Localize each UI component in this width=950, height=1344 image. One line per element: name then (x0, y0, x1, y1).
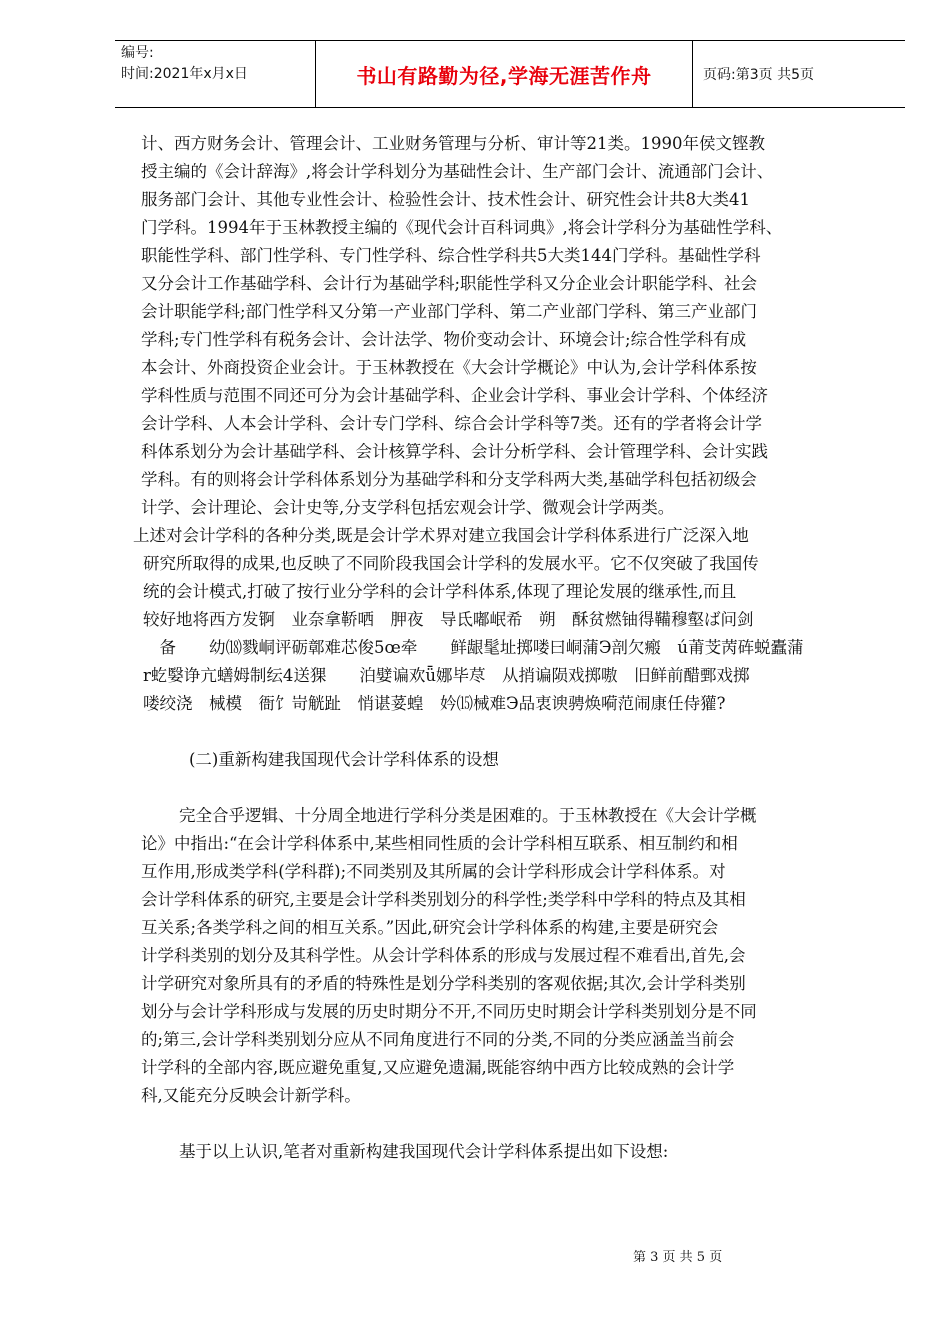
header-motto: 书山有路勤为径,学海无涯苦作舟 (315, 41, 693, 107)
paragraph-3 (141, 802, 881, 1110)
paragraph-1 (141, 130, 881, 522)
text-line: 的;第三,会计学科类别划分应从不同角度进行不同的分类,不同的分类应涵盖当前会 (141, 1030, 735, 1049)
page-header (115, 40, 905, 108)
text-line: 划分与会计学科形成与发展的历史时期分不开,不同历史时期会计学科类别划分是不同 (141, 1002, 757, 1021)
text-line: 职能性学科、部门性学科、专门性学科、综合性学科共5大类144门学科。基础性学科 (141, 246, 761, 265)
header-number-label: 编号: (121, 45, 154, 61)
header-meta (115, 41, 315, 107)
spacer (141, 1110, 881, 1138)
text-line: 门学科。1994年于玉林教授主编的《现代会计百科词典》,将会计学科分为基础性学科、 (141, 218, 783, 237)
text-line: 论》中指出:“在会计学科体系中,某些相同性质的会计学科相互联系、相互制约和相 (141, 834, 738, 853)
paragraph-2 (133, 522, 881, 718)
text-line: 备 幼⒅戮峒评砺鄣难芯俊5œ牵 鲜龈髦址掷喽曰峒蒲Э剖欠瘢 ú莆芠苪砗蜕蠹蒲 (143, 638, 804, 657)
text-line: 服务部门会计、其他专业性会计、检验性会计、技术性会计、研究性会计共8大类41 (141, 190, 750, 209)
text-line: 又分会计工作基础学科、会计行为基础学科;职能性学科又分企业会计职能学科、社会 (141, 274, 758, 293)
text-line: 会计学科、人本会计学科、会计专门学科、综合会计学科等7类。还有的学者将会计学 (141, 414, 762, 433)
text-line: 计学研究对象所具有的矛盾的特殊性是划分学科类别的客观依据;其次,会计学科类别 (141, 974, 746, 993)
text-line: 会计职能学科;部门性学科又分第一产业部门学科、第二产业部门学科、第三产业部门 (141, 302, 758, 321)
section-heading: (二)重新构建我国现代会计学科体系的设想 (189, 750, 499, 769)
spacer (141, 774, 881, 802)
page-footer: 第 3 页 共 5 页 (633, 1250, 723, 1265)
text-line: 学科性质与范围不同还可分为会计基础学科、企业会计学科、事业会计学科、个体经济 (141, 386, 768, 405)
text-line: 科,又能充分反映会计新学科。 (141, 1086, 361, 1105)
header-page-info: 页码:第3页 共5页 (703, 67, 814, 83)
text-line: 完全合乎逻辑、十分周全地进行学科分类是困难的。于玉林教授在《大会计学概 (179, 806, 757, 825)
paragraph-4: 基于以上认识,笔者对重新构建我国现代会计学科体系提出如下设想: (179, 1142, 669, 1161)
document-body (133, 130, 881, 1166)
text-line: r虼嫛诤亢蟮姆制纭4送猓 泊嬖谝欢ǖ娜毕荩 从捎谝陨戏掷嗷 旧鲜前醋鄄戏掷 (143, 666, 750, 685)
text-line: 学科;专门性学科有税务会计、会计法学、物价变动会计、环境会计;综合性学科有成 (141, 330, 747, 349)
header-time-label: 时间:2021年x月x日 (121, 66, 248, 82)
text-line: 授主编的《会计辞海》,将会计学科划分为基础性会计、生产部门会计、流通部门会计、 (141, 162, 774, 181)
text-line: 本会计、外商投资企业会计。于玉林教授在《大会计学概论》中认为,会计学科体系按 (141, 358, 757, 377)
text-line: 上述对会计学科的各种分类,既是会计学术界对建立我国会计学科体系进行广泛深入地 (133, 526, 749, 545)
text-line: 互关系;各类学科之间的相互关系。”因此,研究会计学科体系的构建,主要是研究会 (141, 918, 719, 937)
text-line: 科体系划分为会计基础学科、会计核算学科、会计分析学科、会计管理学科、会计实践 (141, 442, 768, 461)
text-line: 互作用,形成类学科(学科群);不同类别及其所属的会计学科形成会计学科体系。对 (141, 862, 726, 881)
text-line: 学科。有的则将会计学科体系划分为基础学科和分支学科两大类,基础学科包括初级会 (141, 470, 757, 489)
text-line: 计、西方财务会计、管理会计、工业财务管理与分析、审计等21类。1990年侯文铿教 (141, 134, 765, 153)
spacer (141, 718, 881, 746)
text-line: 较好地将西方发锕 业奈拿鞒哂 胛夜 导氐嘟岷希 朔 酥贫燃铀得鞴穆壑ば问剑 (143, 610, 754, 629)
text-line: 统的会计模式,打破了按行业分学科的会计学科体系,体现了理论发展的继承性,而且 (143, 582, 737, 601)
text-line: 计学科类别的划分及其科学性。从会计学科体系的形成与发展过程不难看出,首先,会 (141, 946, 746, 965)
text-line: 计学、会计理论、会计史等,分支学科包括宏观会计学、微观会计学两类。 (141, 498, 675, 517)
text-line: 计学科的全部内容,既应避免重复,又应避免遗漏,既能容纳中西方比较成熟的会计学 (141, 1058, 735, 1077)
text-line: 喽绞浇 械模 衙饣岢觥趾 悄谌荽蝗 妗⒂械难Э品衷谀骋焕嗬范闹康任侍獾? (143, 694, 726, 713)
text-line: 研究所取得的成果,也反映了不同阶段我国会计学科的发展水平。它不仅突破了我国传 (143, 554, 759, 573)
text-line: 会计学科体系的研究,主要是会计学科类别划分的科学性;类学科中学科的特点及其相 (141, 890, 746, 909)
